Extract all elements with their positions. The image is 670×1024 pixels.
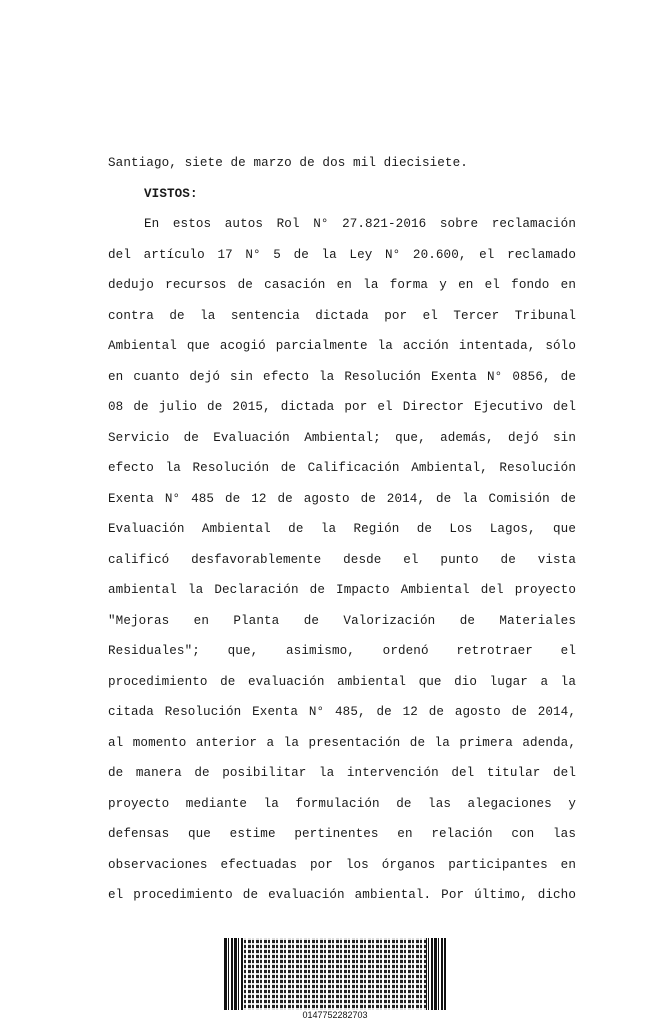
paragraph-line: Ambiental que acogió parcialmente la acción intentada, sólo: [108, 339, 576, 353]
paragraph-line: de manera de posibilitar la intervención del titular del: [108, 766, 576, 780]
barcode-icon: [224, 938, 446, 1010]
date-line: Santiago, siete de marzo de dos mil diecisiete.: [108, 156, 468, 170]
paragraph-line: Residuales"; que, asimismo, ordenó retrotraer el: [108, 644, 576, 658]
paragraph-line: del artículo 17 N° 5 de la Ley N° 20.600, el reclamado: [108, 247, 576, 262]
paragraph-line: al momento anterior a la presentación de la primera adenda,: [108, 735, 576, 750]
paragraph-line: el procedimiento de evaluación ambiental. Por último, dicho: [108, 888, 576, 902]
vistos-heading: VISTOS:: [144, 186, 198, 201]
paragraph-line: ambiental la Declaración de Impacto Ambiental del proyecto: [108, 583, 576, 597]
paragraph-line: contra de la sentencia dictada por el Tercer Tribunal: [108, 308, 576, 323]
paragraph-line: en cuanto dejó sin efecto la Resolución Exenta N° 0856, de: [108, 369, 576, 384]
document-body: [108, 148, 576, 911]
paragraph-line: 08 de julio de 2015, dictada por el Director Ejecutivo del: [108, 400, 576, 414]
paragraph-line: observaciones efectuadas por los órganos participantes en: [108, 857, 576, 872]
barcode-pattern: [244, 938, 426, 1010]
paragraph-line: "Mejoras en Planta de Valorización de Materiales: [108, 613, 576, 628]
paragraph-line: defensas que estime pertinentes en relación con las: [108, 827, 576, 841]
paragraph-line: calificó desfavorablemente desde el punto de vista: [108, 552, 576, 567]
paragraph-line: procedimiento de evaluación ambiental que dio lugar a la: [108, 674, 576, 689]
paragraph-line: citada Resolución Exenta N° 485, de 12 de agosto de 2014,: [108, 705, 576, 719]
paragraph-line: Exenta N° 485 de 12 de agosto de 2014, de la Comisión de: [108, 491, 576, 506]
barcode-number: 0147752282703: [302, 1010, 368, 1020]
paragraph-line: Evaluación Ambiental de la Región de Los Lagos, que: [108, 522, 576, 536]
paragraph-line: En estos autos Rol N° 27.821-2016 sobre reclamación: [144, 217, 576, 231]
paragraph-line: proyecto mediante la formulación de las alegaciones y: [108, 796, 576, 811]
paragraph-line: Servicio de Evaluación Ambiental; que, además, dejó sin: [108, 430, 576, 445]
paragraph-line: dedujo recursos de casación en la forma y en el fondo en: [108, 278, 576, 292]
paragraph-line: efecto la Resolución de Calificación Ambiental, Resolución: [108, 461, 576, 475]
